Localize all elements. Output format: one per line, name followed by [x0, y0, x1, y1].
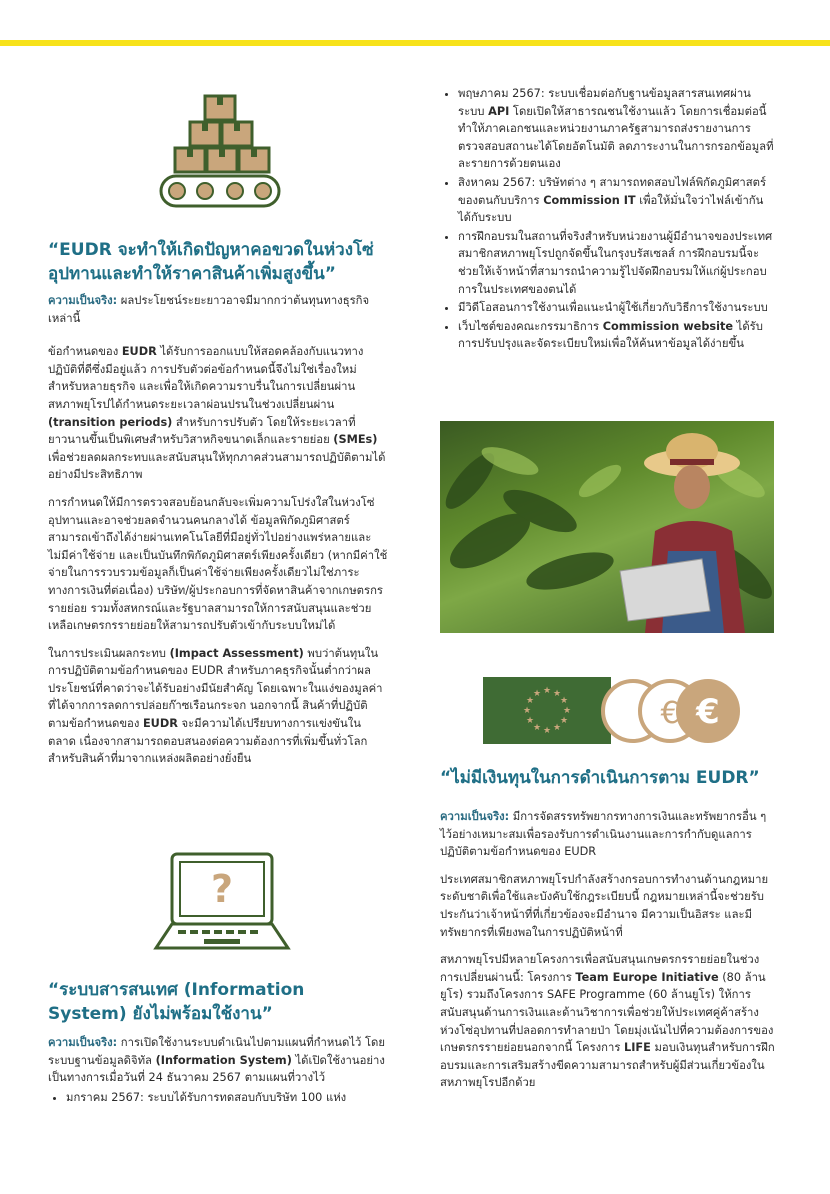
- left-column-bottom: [48, 978, 388, 1107]
- svg-text:★: ★: [552, 723, 562, 733]
- fact-paragraph-3: ความเป็นจริง: มีการจัดสรรทรัพยากรทางการเงินและทรัพยากรอื่น ๆ ไว้อย่างเหมาะสมเพื่อรองรับการดำเนินงานและการกำกับดูแลการปฏิบัติตามข้อกำหนดของ EUDR: [440, 810, 767, 859]
- fact-label: ความเป็นจริง:: [48, 294, 118, 307]
- left-column: [48, 238, 388, 778]
- svg-text:★: ★: [542, 726, 552, 736]
- right-column: [440, 85, 775, 354]
- paragraph-impact-assessment: ในการประเมินผลกระทบ (Impact Assessment) พบว่าต้นทุนในการปฏิบัติตามข้อกำหนดของ EUDR สำหรับภาคธุรกิจนั้นต่ำกว่าผลประโยชน์ที่คาดว่าจะได้รับอย่างมีนัยสำคัญ โดยเฉพาะในแง่ของมูลค่าที่ได้จากการลดการปล่อยก๊าซเรือนกระจก นอกจากนี้ สินค้าที่ปฏิบัติตามข้อกำหนดของ EUDR จะมีความได้เปรียบทางการแข่งขันในตลาด เนื่องจากสามารถตอบสนองต่อความต้องการที่เพิ่มขึ้นทั่วโลกสำหรับสินค้าที่มาจากแหล่งผลิตอย่างยั่งยืน: [48, 646, 383, 766]
- laptop-question-icon: [152, 850, 292, 958]
- boxes-conveyor-icon: [155, 92, 285, 210]
- paragraph-eudr-design: ข้อกำหนดของ EUDR ได้รับการออกแบบให้สอดคล้องกับแนวทางปฏิบัติที่ดีซึ่งมีอยู่แล้ว การปรับตัวต่อข้อกำหนดนี้จึงไม่ใช่เรื่องใหม่สำหรับหลายธุรกิจ และเพื่อให้เกิดความราบรื่นในการเปลี่ยนผ่าน สหภาพยุโรปได้กำหนดระยะเวลาผ่อนปรนในช่วงเปลี่ยนผ่าน (transition periods) สำหรับการปรับตัว โดยให้ระยะเวลาที่ยาวนานขึ้นเป็นพิเศษสำหรับวิสาหกิจขนาดเล็กและรายย่อย (SMEs) เพื่อช่วยลดผลกระทบและสนับสนุนให้ทุกภาคส่วนสามารถปฏิบัติตามได้อย่างมีประสิทธิภาพ: [48, 345, 386, 482]
- timeline-list-right: [440, 85, 775, 353]
- farmer-laptop-photo: [440, 421, 774, 633]
- svg-text:★: ★: [525, 716, 535, 726]
- list-item: • การฝึกอบรมในสถานที่จริงสำหรับหน่วยงานผู้มีอำนาจของประเทศสมาชิกสหภาพยุโรปถูกจัดขึ้นในกรุงบรัสเซลส์ การฝึกอบรมนี้จะช่วยให้เจ้าหน้าที่สามารถนำความรู้ไปจัดฝึกอบรมให้แก่ผู้ประกอบการในประเทศของตนได้: [458, 228, 775, 298]
- timeline-list-left: [48, 1089, 388, 1107]
- list-item: • พฤษภาคม 2567: ระบบเชื่อมต่อกับฐานข้อมูลสารสนเทศผ่านระบบ API โดยเปิดให้สาธารณชนใช้งานแล้ว โดยการเชื่อมต่อนี้ทำให้ภาคเอกชนและหน่วยงานภาครัฐสามารถส่งรายงานการตรวจสอบสถานะได้โดยอัตโนมัติ ลดภาระงานในการกรอกข้อมูลที่ละรายการด้วยตนเอง: [458, 85, 775, 173]
- svg-text:★: ★: [542, 686, 552, 696]
- svg-text:★: ★: [522, 706, 532, 716]
- list-item: • สิงหาคม 2567: บริษัทต่าง ๆ สามารถทดสอบไฟล์พิกัดภูมิศาสตร์ของตนกับบริการ Commission IT เพื่อให้มั่นใจว่าไฟล์เข้ากันได้กับระบบ: [458, 174, 775, 227]
- heading-bottleneck: “EUDR จะทำให้เกิดปัญหาคอขวดในห่วงโซ่อุปทานและทำให้ราคาสินค้าเพิ่มสูงขึ้น”: [48, 240, 374, 284]
- list-item: • มกราคม 2567: ระบบได้รับการทดสอบกับบริษัท 100 แห่ง: [66, 1089, 388, 1107]
- svg-text:€: €: [660, 696, 680, 731]
- svg-text:★: ★: [532, 689, 542, 699]
- svg-text:€: €: [696, 692, 720, 732]
- svg-text:★: ★: [559, 716, 569, 726]
- svg-text:★: ★: [552, 689, 562, 699]
- right-column-bottom: [440, 766, 775, 1102]
- fact-paragraph-1: ความเป็นจริง: ผลประโยชน์ระยะยาวอาจมีมากกว่าต้นทุนทางธุรกิจเหล่านี้: [48, 294, 370, 325]
- heading-info-system: “ระบบสารสนเทศ (Information System) ยังไม่พร้อมใช้งาน”: [48, 980, 305, 1024]
- eu-flag-icon: [483, 677, 611, 744]
- heading-funding: “ไม่มีเงินทุนในการดำเนินการตาม EUDR”: [440, 768, 760, 788]
- svg-text:★: ★: [559, 696, 569, 706]
- svg-text:?: ?: [210, 867, 234, 911]
- paragraph-traceability: การกำหนดให้มีการตรวจสอบย้อนกลับจะเพิ่มความโปร่งใสในห่วงโซ่อุปทานและอาจช่วยลดจำนวนคนกลางได้ ข้อมูลพิกัดภูมิศาสตร์สามารถเข้าถึงได้ง่ายผ่านเทคโนโลยีที่มีอยู่ทั่วไปอย่างแพร่หลายและไม่มีค่าใช้จ่าย และเป็นบันทึกพิกัดภูมิศาสตร์เพียงครั้งเดียว (หากมีค่าใช้จ่ายในการรวบรวมข้อมูลก็เป็นค่าใช้จ่ายเพียงครั้งเดียวไม่ใช่ภาระทางการเงินที่ต่อเนื่อง) บริษัท/ผู้ประกอบการที่จัดหาสินค้าจากเกษตรกรรายย่อย รวมทั้งสหกรณ์และรัฐบาลสามารถให้การสนับสนุนและช่วยเหลือเกษตรกรรายย่อยให้สามารถปรับตัวเข้ากับระบบใหม่ได้: [48, 495, 388, 633]
- list-item: • มีวิดีโอสอนการใช้งานเพื่อแนะนำผู้ใช้เกี่ยวกับวิธีการใช้งานระบบ: [458, 299, 775, 317]
- coins-icon: [600, 677, 745, 744]
- list-item: • เว็บไซต์ของคณะกรรมาธิการ Commission website ได้รับการปรับปรุงและจัดระเบียบใหม่เพื่อให้ค้นหาข้อมูลได้ง่ายขึ้น: [458, 318, 775, 353]
- svg-text:★: ★: [562, 706, 572, 716]
- paragraph-eu-programmes: สหภาพยุโรปมีหลายโครงการเพื่อสนับสนุนเกษตรกรรายย่อยในช่วงการเปลี่ยนผ่านนี้: โครงการ Team Europe Initiative (80 ล้านยูโร) รวมถึงโครงการ SAFE Programme (60 ล้านยูโร) ให้การสนับสนุนด้านการเงินและด้านวิชาการเพื่อช่วยให้ประเทศคู่ค้าสร้างห่วงโซ่อุปทานที่ปลอดการทำลายป่า โดยมุ่งเน้นไปที่ความต้องการของเกษตรกรรายย่อยนอกจากนี้ โครงการ LIFE มอบเงินทุนสำหรับการฝึกอบรมและการเสริมสร้างขีดความสามารถสำหรับผู้มีส่วนเกี่ยวข้องในสหภาพยุโรปอีกด้วย: [440, 953, 775, 1090]
- paragraph-member-states: ประเทศสมาชิกสหภาพยุโรปกำลังสร้างกรอบการทำงานด้านกฎหมายระดับชาติเพื่อใช้และบังคับใช้กฎระเบียบนี้ กฎหมายเหล่านี้จะช่วยรับประกันว่าเจ้าหน้าที่ที่เกี่ยวข้องจะมีอำนาจ มีความเป็นอิสระ และมีทรัพยากรที่เพียงพอในการปฏิบัติหน้าที่: [440, 872, 769, 939]
- fact-paragraph-2: ความเป็นจริง: การเปิดใช้งานระบบดำเนินไปตามแผนที่กำหนดไว้ โดยระบบฐานข้อมูลดิจิทัล (Information System) ได้เปิดใช้งานอย่างเป็นทางการเมื่อวันที่ 24 ธันวาคม 2567 ตามแผนที่วางไว้: [48, 1036, 385, 1085]
- top-accent-bar: [0, 40, 830, 46]
- svg-text:★: ★: [525, 696, 535, 706]
- svg-text:★: ★: [532, 723, 542, 733]
